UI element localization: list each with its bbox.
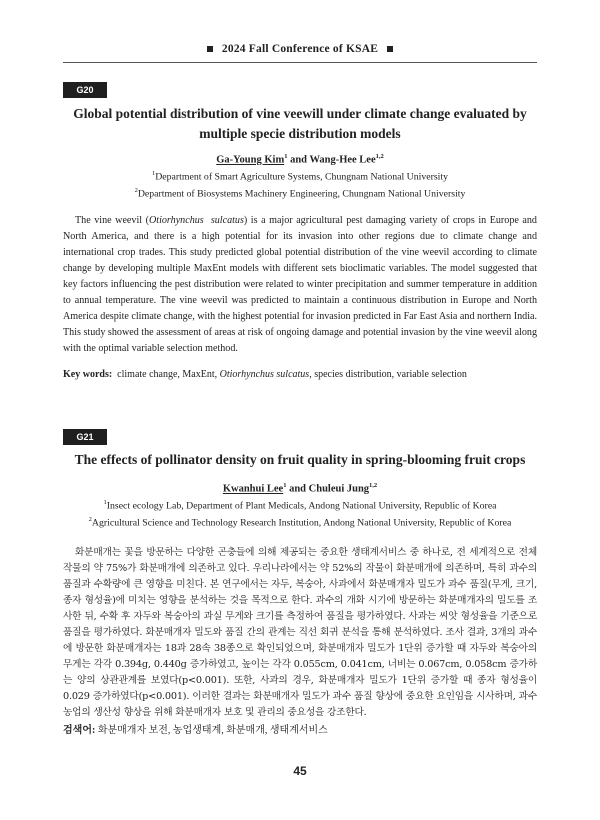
keywords-text: 화분매개자 보전, 농업생태계, 화분매개, 생태계서비스 <box>95 725 328 736</box>
paper-title <box>63 104 537 144</box>
conference-title: 2024 Fall Conference of KSAE <box>221 43 379 55</box>
abstract-text: ) is a major agricultural pest damaging variety of crops in Europe and North America, and there is a high potential for its invasion into other regions due to climate change and international crop trades. This study predicted global potential distribution of the vine weevil according to climate change by developing multiple MaxEnt models with different sets bioclimatic variables. The model suggested that key factors influencing the pest distribution were related to winter precipitation and summer temperature in addition to annual temperature. The vine weevil was predicted to maintain a continuous distribution in Europe and North America despite climate change, with the highest potential for invasion predicted in Far East Asia and northern India. This study showed the assessment of areas at risk of ongoing damage and potential invasion by the vine weevil along with the optimal variable selection method. <box>63 215 537 354</box>
author-sup: 1,2 <box>375 153 384 160</box>
author-list <box>63 153 537 166</box>
running-header <box>0 43 600 55</box>
author-name: Kwanhui Lee <box>222 483 284 495</box>
affiliation <box>63 496 537 513</box>
affiliation-sup: 1 <box>151 170 156 177</box>
paper-title-line: The effects of pollinator density on fruit quality in spring-blooming fruit crops <box>74 452 526 467</box>
keywords-label: Key words: <box>63 369 113 380</box>
affiliation-text: Department of Biosystems Machinery Engineering, Chungnam National University <box>137 188 466 200</box>
paper-title-line: Global potential distribution of vine veewill under climate change evaluated by <box>73 106 527 121</box>
author-sup: 1 <box>284 153 288 160</box>
keywords <box>63 723 537 738</box>
paper-title <box>63 450 537 470</box>
author-sup: 1 <box>283 482 287 489</box>
author-separator: and <box>286 483 309 495</box>
author-name: Chuleui Jung <box>308 483 370 495</box>
affiliation-sup: 2 <box>88 516 92 524</box>
affiliation-list <box>63 496 537 531</box>
keywords <box>63 367 537 382</box>
header-divider <box>63 62 537 63</box>
keywords-text: , species distribution, variable selection <box>309 369 467 380</box>
author-list <box>63 482 537 495</box>
keywords-label: 검색어: <box>63 725 96 736</box>
affiliation <box>63 184 537 201</box>
author-sup: 1,2 <box>369 482 378 489</box>
header-right-square-icon <box>387 46 393 52</box>
affiliation-list <box>63 167 537 202</box>
author-separator: and <box>287 154 310 166</box>
abstract-text: The vine weevil ( <box>75 215 149 226</box>
paper-title-line: multiple specie distribution models <box>199 126 401 141</box>
page-number: 45 <box>293 764 307 778</box>
affiliation-sup: 2 <box>134 187 138 195</box>
affiliation-text: Insect ecology Lab, Department of Plant Medicals, Andong National University, Republic of Korea <box>106 500 497 512</box>
author-name: Ga-Young Kim <box>216 154 285 166</box>
keywords-species: Otiorhynchus sulcatus <box>219 369 310 380</box>
keywords-text: climate change, MaxEnt, <box>112 369 220 380</box>
affiliation-text: Department of Smart Agriculture Systems, Chungnam National University <box>155 171 449 183</box>
paper-id-badge: G21 <box>63 429 107 445</box>
abstract: 화분매개는 꽃을 방문하는 다양한 곤충들에 의해 제공되는 중요한 생태계서비스 중 하나로, 전 세계적으로 전체 작물의 약 75%가 화분매개에 의존하고 있다. 우리나라에서는 약 52%의 작물이 화분매개에 의존하며, 특히 과수의 품질과 수확량에 큰 영향을 미친다. 본 연구에서는 자두, 복숭아, 사과에서 화분매개자 밀도가 과수 품질(무게, 크기, 종자 형성율)에 미치는 영향을 분석하는 것을 목적으로 한다. 과수의 개화 시기에 방문하는 화분매개자의 밀도를 조사한 뒤, 수확 후 자두와 복숭아의 과실 무게와 크기를 측정하여 품질을 평가하였다. 사과는 씨앗 형성율을 기준으로 품질을 평가하였다. 화분매개자 밀도와 품질 간의 관계는 직선 회귀 분석을 통해 분석하였다. 조사 결과, 3개의 과수에 방문한 화분매개자는 18과 28속 38종으로 확인되었으며, 화분매개자 밀도가 1단위 증가할 때 자두와 복숭아의 무게는 각각 0.394g, 0.440g 증가하였고, 높이는 각각 0.055cm, 0.041cm, 너비는 0.067cm, 0.058cm 증가하는 양의 상관관계를 보였다(p<0.001). 또한, 사과의 경우, 화분매개자 밀도가 1단위 증가할 때 종자 형성율이 0.029 증가하였다(p<0.001). 이러한 결과는 화분매개자 밀도가 과수 품질 향상에 중요한 요인임을 시사하며, 과수 농업의 생산성 향상을 위해 화분매개자 보호 및 관리의 중요성을 강조한다. <box>63 547 537 718</box>
author-name: Wang-Hee Lee <box>309 154 376 166</box>
header-left-square-icon <box>207 46 213 52</box>
species-name: Otiorhynchus sulcatus <box>148 215 244 226</box>
abstract <box>63 213 537 357</box>
affiliation-text: Agricultural Science and Technology Research Institution, Andong National University, Republic of Korea <box>91 517 512 529</box>
affiliation <box>63 513 537 530</box>
affiliation-sup: 1 <box>103 499 107 506</box>
paper-id-badge: G20 <box>63 82 107 98</box>
affiliation <box>63 167 537 184</box>
